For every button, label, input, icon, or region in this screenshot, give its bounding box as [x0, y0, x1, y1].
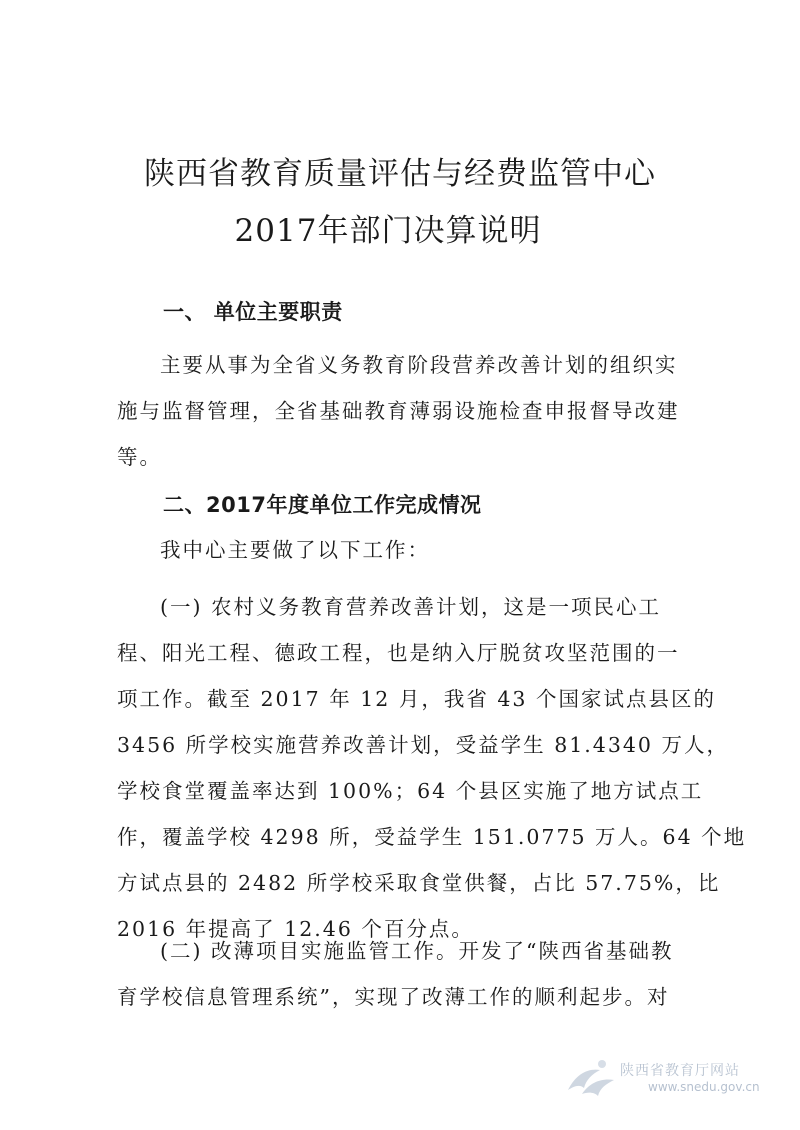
section-heading-work: 二、2017年度单位工作完成情况: [163, 493, 482, 517]
paragraph-line: (二) 改薄项目实施监管工作。开发了“陕西省基础教: [160, 939, 674, 963]
document-subtitle: 2017年部门决算说明: [234, 213, 542, 249]
site-watermark: [562, 1054, 782, 1102]
paragraph-line: (一) 农村义务教育营养改善计划，这是一项民心工: [160, 595, 662, 619]
section-heading-duties: 一、 单位主要职责: [163, 300, 343, 324]
section-work-intro: [117, 527, 687, 573]
paragraph-line: 我中心主要做了以下工作：: [160, 538, 430, 562]
paragraph-line: 主要从事为全省义务教育阶段营养改善计划的组织实: [160, 353, 678, 377]
work-item-facilities: [117, 928, 687, 1020]
paragraph-line: 程、阳光工程、德政工程，也是纳入厅脱贫攻坚范围的一: [117, 641, 680, 665]
paragraph-line: 学校食堂覆盖率达到 100%；64 个县区实施了地方试点工: [117, 779, 704, 803]
section-duties-paragraph: [117, 342, 687, 480]
paragraph-line: 项工作。截至 2017 年 12 月，我省 43 个国家试点县区的: [117, 687, 716, 711]
paragraph-line: 施与监督管理，全省基础教育薄弱设施检查申报督导改建: [117, 399, 680, 423]
watermark-url: www.snedu.gov.cn: [648, 1080, 760, 1094]
paragraph-line: 2016 年提高了 12.46 个百分点。: [117, 917, 474, 941]
paragraph-line: 3456 所学校实施营养改善计划，受益学生 81.4340 万人，: [117, 733, 729, 757]
watermark-title: 陕西省教育厅网站: [620, 1063, 740, 1079]
paragraph-line: 育学校信息管理系统”，实现了改薄工作的顺利起步。对: [117, 985, 670, 1009]
document-title: 陕西省教育质量评估与经费监管中心: [144, 156, 656, 192]
paragraph-line: 等。: [117, 445, 162, 469]
watermark-logo-icon: [562, 1056, 618, 1100]
paragraph-line: 方试点县的 2482 所学校采取食堂供餐，占比 57.75%，比: [117, 871, 721, 895]
paragraph-line: 作，覆盖学校 4298 所，受益学生 151.0775 万人。64 个地: [117, 825, 747, 849]
work-item-nutrition: [117, 584, 747, 952]
